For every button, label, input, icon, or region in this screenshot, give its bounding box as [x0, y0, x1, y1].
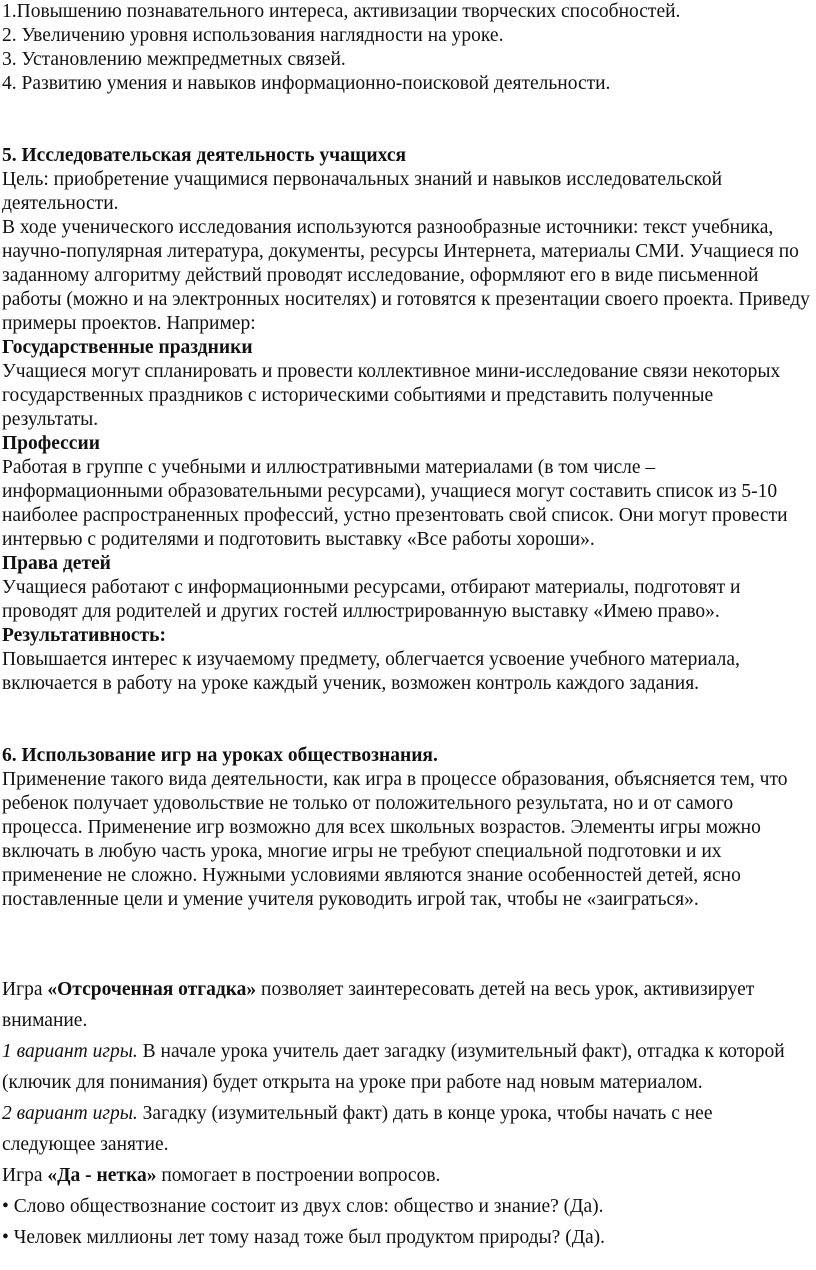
project-title: Государственные праздники [2, 337, 253, 358]
game-name: «Да - нетка» [47, 1165, 157, 1186]
paragraph-games: Применение такого вида деятельности, как игра в процессе образования, объясняется тем, что ребенок получает удовольствие не только от положительного результата, но и от самого процесса. Применение игр возможно для всех школьных возрастов. Элементы игры можно включать в любую часть урока, многие игры не требуют специальной подготовки и их применение не сложно. Нужными условиями являются знание особенностей детей, ясно поставленные цели и умение учителя руководить игрой так, чтобы не «заиграться». [2, 769, 788, 910]
game-name: «Отсроченная отгадка» [47, 979, 257, 1000]
list-item: 1.Повышению познавательного интереса, активизации творческих способностей. [2, 1, 681, 22]
list-item: • Слово обществознание состоит из двух слов: общество и знание? (Да). [2, 1196, 604, 1217]
list-item: • Человек миллионы лет тому назад тоже был продуктом природы? (Да). [2, 1227, 606, 1248]
variant-label: 2 вариант игры. [2, 1103, 138, 1124]
variant-label: 1 вариант игры. [2, 1041, 138, 1062]
section-heading: 5. Исследовательская деятельность учащихся [2, 145, 407, 166]
numbered-list [2, 0, 810, 96]
spacer [2, 696, 810, 744]
list-item: 2. Увеличению уровня использования наглядности на уроке. [2, 25, 504, 46]
project-text: Учащиеся работают с информационными ресурсами, отбирают материалы, подготовят и проводят для родителей и других гостей иллюстрированную выставку «Имею право». [2, 577, 741, 622]
game-delayed-answer: Игра «Отсроченная отгадка» позволяет заинтересовать детей на весь урок, активизирует внимание. [2, 979, 755, 1031]
paragraph-intro: В ходе ученического исследования используются разнообразные источники: текст учебника, научно-популярная литература, документы, ресурсы Интернета, материалы СМИ. Учащиеся по заданному алгоритму действий проводят исследование, оформляют его в виде письменной работы (можно и на электронных носителях) и готовятся к презентации своего проекта. Приведу примеры проектов. Например: [2, 217, 810, 334]
list-item: 4. Развитию умения и навыков информационно-поисковой деятельности. [2, 73, 611, 94]
list-item: 3. Установлению межпредметных связей. [2, 49, 346, 70]
section-heading: 6. Использование игр на уроках обществознания. [2, 745, 438, 766]
project-text: Работая в группе с учебными и иллюстративными материалами (в том числе – информационными образовательными ресурсами), учащиеся могут составить список из 5-10 наиболее распространенных профессий, устно презентовать свой список. Они могут провести интервью с родителями и подготовить выставку «Все работы хороши». [2, 457, 788, 550]
variant-1: 1 вариант игры. В начале урока учитель дает загадку (изумительный факт), отгадка к которой (ключик для понимания) будет открыта на уроке при работе над новым материалом. [2, 1041, 785, 1093]
paragraph-goal: Цель: приобретение учащимися первоначальных знаний и навыков исследовательской деятельности. [2, 169, 723, 214]
section-research [2, 144, 810, 696]
project-title: Профессии [2, 433, 100, 454]
project-title: Права детей [2, 553, 111, 574]
results-title: Результативность: [2, 625, 166, 646]
variant-2: 2 вариант игры. Загадку (изумительный факт) дать в конце урока, чтобы начать с нее следующее занятие. [2, 1103, 713, 1155]
results-text: Повышается интерес к изучаемому предмету, облегчается усвоение учебного материала, включается в работу на уроке каждый ученик, возможен контроль каждого задания. [2, 649, 740, 694]
game-yes-no: Игра «Да - нетка» помогает в построении вопросов. [2, 1165, 441, 1186]
project-text: Учащиеся могут спланировать и провести коллективное мини-исследование связи некоторых государственных праздников с историческими событиями и представить полученные результаты. [2, 361, 781, 430]
spacer [2, 912, 810, 960]
section-games [2, 744, 810, 912]
games-list [2, 974, 810, 1253]
spacer [2, 96, 810, 144]
